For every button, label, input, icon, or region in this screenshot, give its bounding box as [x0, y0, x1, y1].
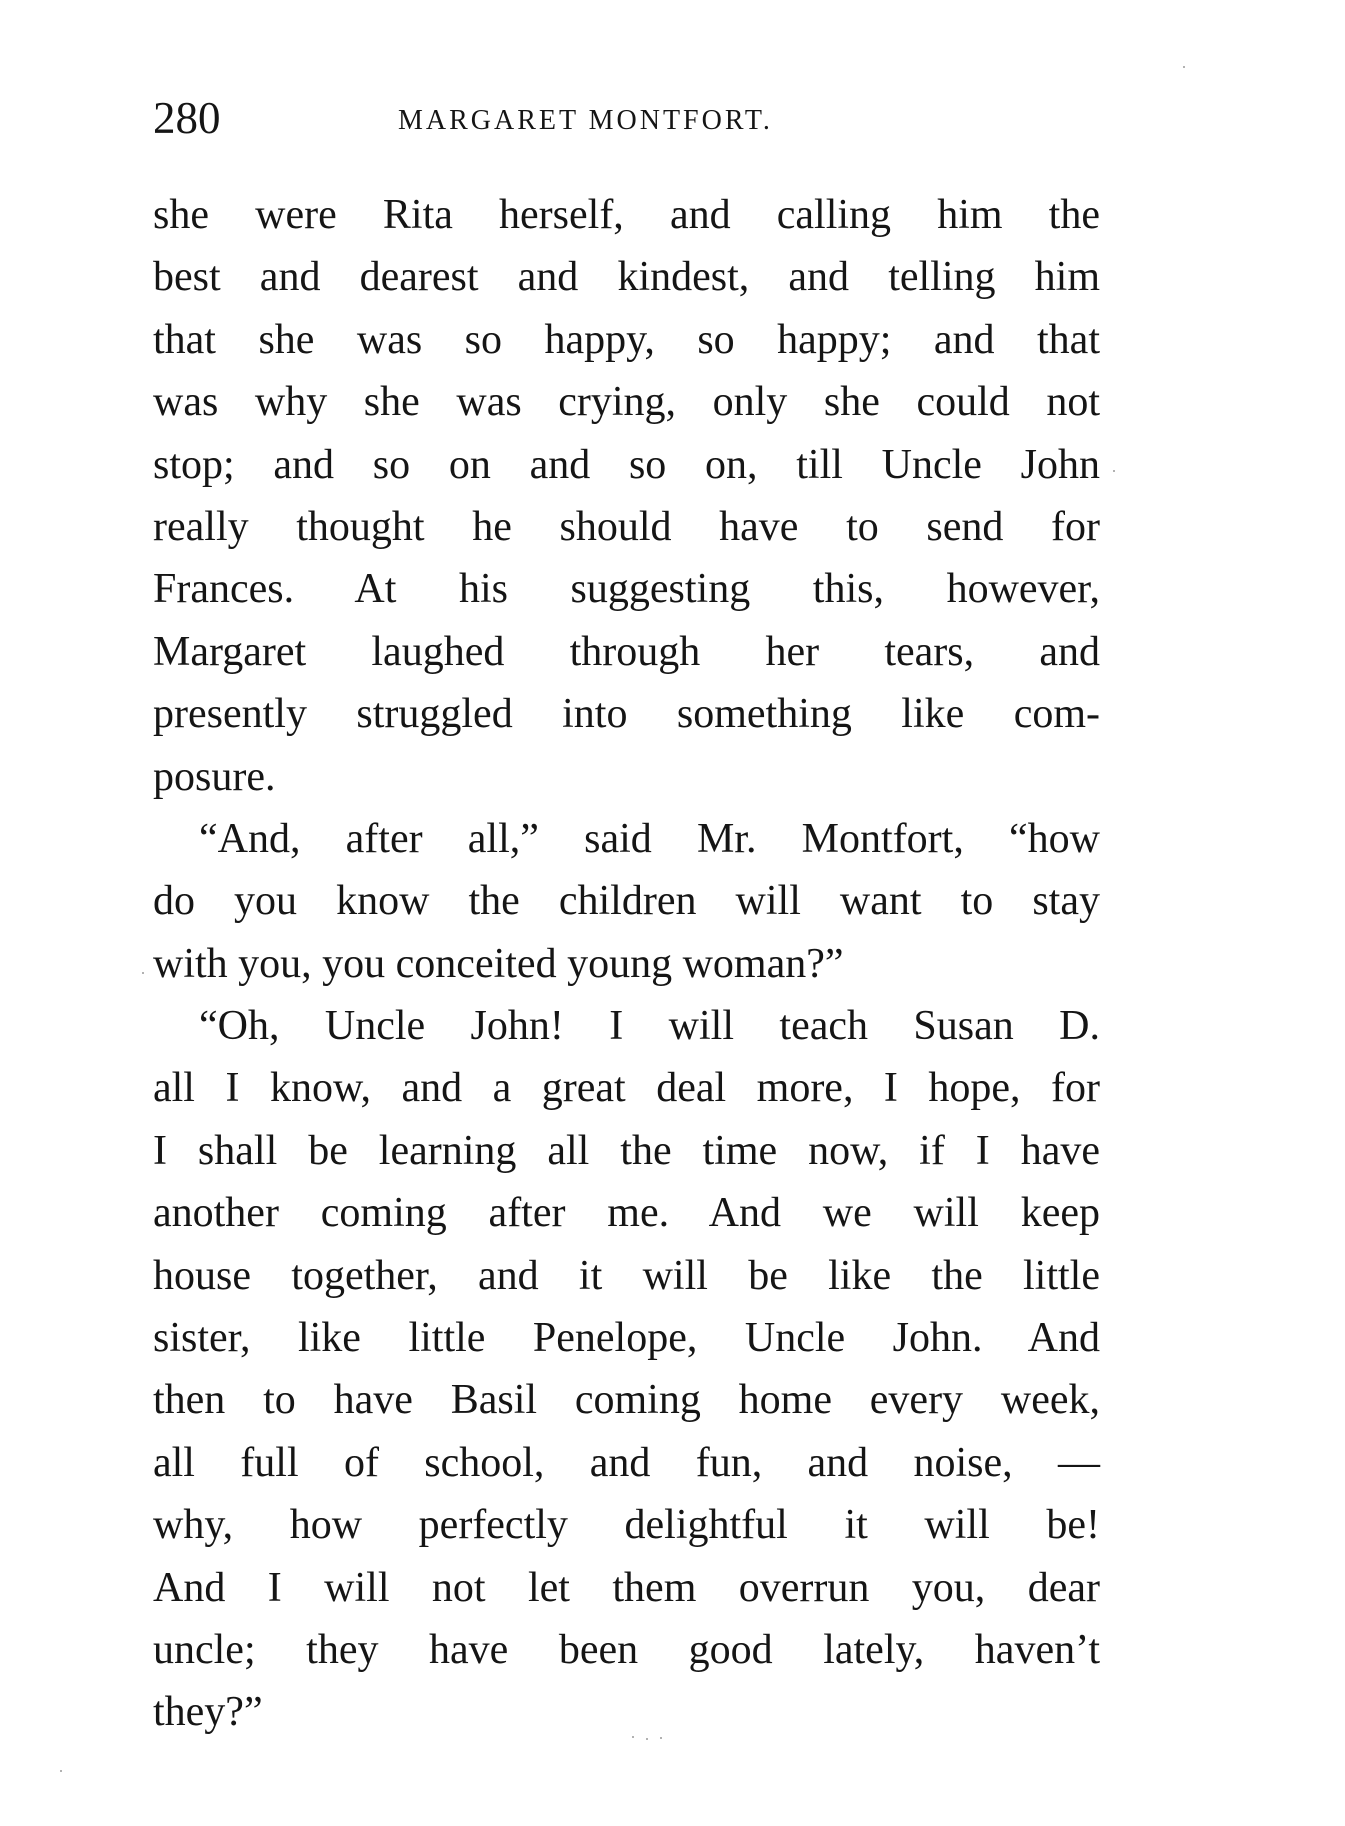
text-line-paragraph-start: “And, after all,” said Mr. Montfort, “how [199, 815, 1100, 862]
paper-speck [1113, 470, 1115, 472]
text-line: sister, like little Penelope, Uncle John. And [153, 1315, 1100, 1362]
text-line-paragraph-end: with you, you conceited young woman?” [153, 940, 844, 987]
page-header [153, 88, 1113, 148]
text-line: do you know the children will want to stay [153, 878, 1100, 925]
paper-speck [1183, 66, 1185, 68]
body-text [153, 184, 1100, 1744]
paper-speck [60, 1770, 62, 1772]
text-line: presently struggled into something like com- [153, 691, 1100, 738]
text-line: And I will not let them overrun you, dear [153, 1564, 1100, 1611]
text-line-paragraph-start: “Oh, Uncle John! I will teach Susan D. [199, 1003, 1100, 1050]
text-line: all I know, and a great deal more, I hope, for [153, 1065, 1100, 1112]
paper-speck [142, 972, 144, 974]
text-line: that she was so happy, so happy; and that [153, 316, 1100, 363]
text-line: all full of school, and fun, and noise, — [153, 1439, 1100, 1486]
text-line: uncle; they have been good lately, haven’t [153, 1626, 1100, 1673]
paper-speck [632, 1736, 634, 1738]
text-line: she were Rita herself, and calling him the [153, 192, 1100, 238]
text-line: I shall be learning all the time now, if I have [153, 1127, 1100, 1174]
text-line-paragraph-end: posure. [153, 753, 276, 800]
text-line: stop; and so on and so on, till Uncle John [153, 441, 1100, 488]
text-line: house together, and it will be like the little [153, 1252, 1100, 1299]
text-line: then to have Basil coming home every week, [153, 1377, 1100, 1424]
running-head-title: MARGARET MONTFORT. [398, 105, 773, 136]
paper-speck [646, 1738, 648, 1740]
page-number: 280 [153, 93, 221, 143]
text-line: why, how perfectly delightful it will be! [153, 1502, 1100, 1549]
text-line-paragraph-end: they?” [153, 1689, 263, 1736]
text-line: another coming after me. And we will keep [153, 1190, 1100, 1237]
text-line: Frances. At his suggesting this, however, [153, 566, 1100, 613]
text-line: Margaret laughed through her tears, and [153, 628, 1100, 675]
paper-speck [660, 1737, 662, 1739]
text-line: was why she was crying, only she could not [153, 379, 1100, 426]
text-line: best and dearest and kindest, and telling him [153, 254, 1100, 301]
text-line: really thought he should have to send for [153, 503, 1100, 550]
